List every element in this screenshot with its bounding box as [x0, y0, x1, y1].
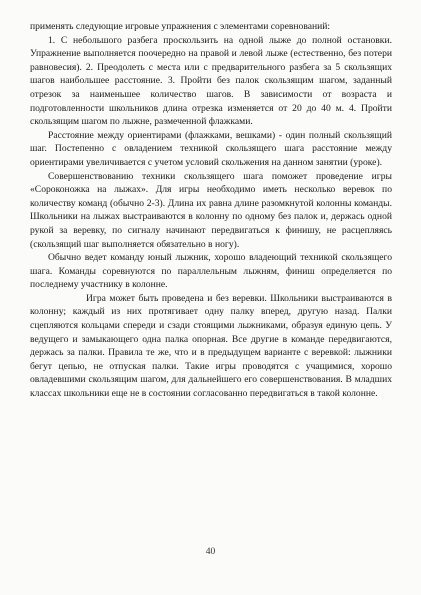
page-number: 40: [205, 547, 216, 557]
body-text: [30, 20, 392, 401]
paragraph-markers: Расстояние между ориентирами (флажками, вешками) - один полный скользящий шаг. Постепенно с овладением техникой скользящего шага расстояние между ориентирами увеличивается с учетом условий скольжения на данном занятии (уроке).: [30, 129, 392, 168]
paragraph-game-variant: Игра может быть проведена и без веревки. Школьники выстраиваются в колонну; каждый из них протягивает одну палку вперед, другую назад. Палки сцепляются кольцами спереди и сзади стоящими лыжниками, образуя единую цепь. У ведущего и замыкающего одна палка опорная. Все другие в команде передвигаются, держась за палки. Правила те же, что и в предыдущем варианте с веревкой: лыжники бегут цепью, не отпуская палки. Такие игры проводятся с учащимися, хорошо овладевшими скользящим шагом, для дальнейшего его совершенствования. В младших классах школьники еще не в состоянии согласованно передвигаться в такой колонне.: [30, 292, 392, 400]
paragraph-intro: применять следующие игровые упражнения с элементами соревнований:: [30, 21, 331, 32]
paragraph-exercises: 1. С небольшого разбега проскользить на одной лыже до полной остановки. Упражнение выполняется поочередно на правой и левой лыже (естественно, без потери равновесия). 2. Преодолеть с места или с предварительного разбега за 5 скользящих шагов наибольшее расстояние. 3. Пройти без палок скользящим шагом, заданный отрезок за наименьшее количество шагов. В зависимости от возраста и подготовленности школьников длина отрезка изменяется от 20 до 40 м. 4. Пройти скользящим шагом по лыжне, размеченной флажками.: [30, 34, 392, 128]
paragraph-team-leader: Обычно ведет команду юный лыжник, хорошо владеющий техникой скользящего шага. Команды соревнуются по параллельным лыжням, финиш определяется по последнему участнику в колонне.: [30, 252, 392, 291]
paragraph-centipede-game: Совершенствованию техники скользящего шага поможет проведение игры «Сороконожка на лыжах». Для игры необходимо иметь несколько веревок по количеству команд (обычно 2-3). Длина их равна длине разомкнутой колонны команды. Школьники на лыжах выстраиваются в колонну по одному без палок и, держась одной рукой за веревку, по сигналу начинают передвигаться к финишу, не расцепляясь (скользящий шаг выполняется обязательно в ногу).: [30, 170, 392, 250]
